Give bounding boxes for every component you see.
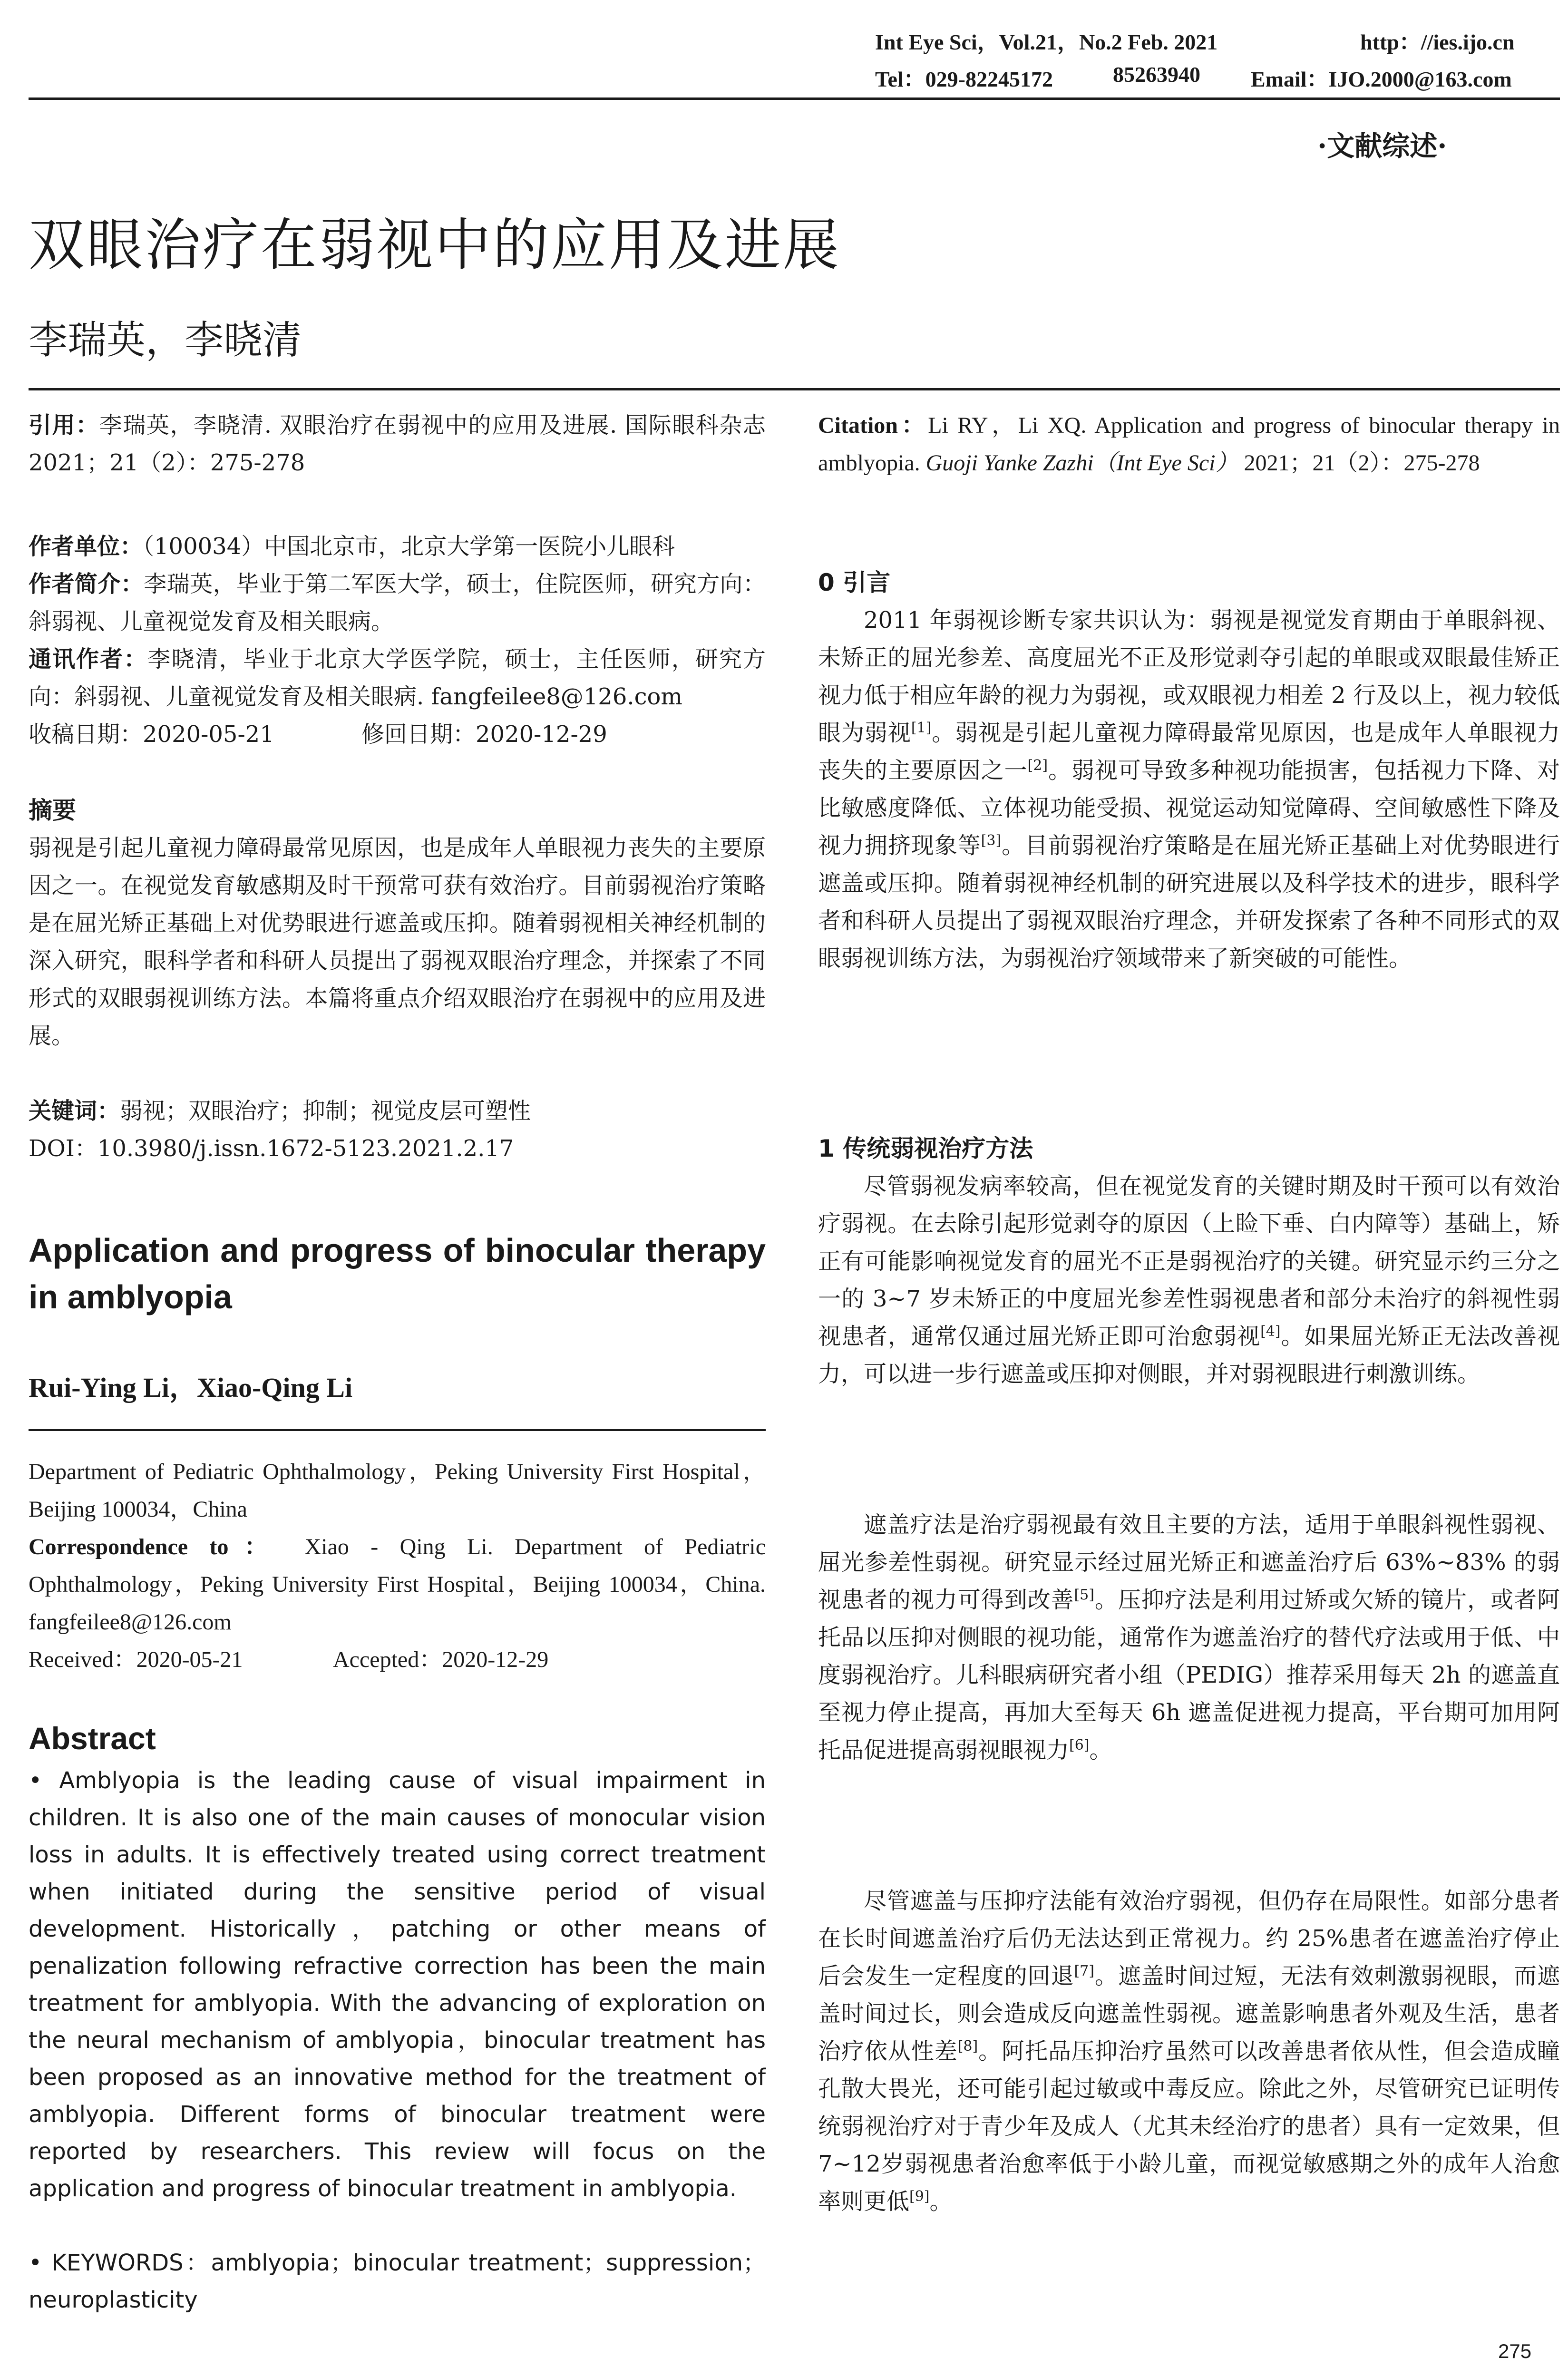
- en-abstract-text: • Amblyopia is the leading cause of visual impairment in children. It is also one of the main causes of monocular vision loss in adults. It is effectively treated using correct treatment when initiated during the sensitive period of visual development. Historically，patching or other means of penalization following refractive correction has been the main treatment for amblyopia. With the advancing of exploration on the neural mechanism of amblyopia，binocular treatment has been proposed as an innovative method for the treatment of amblyopia. Different forms of binocular treatment were reported by researchers. This review will focus on the application and progress of binocular treatment in amblyopia.: [29, 1767, 766, 2202]
- traditional-paragraph-3: 尽管遮盖与压抑疗法能有效治疗弱视，但仍存在局限性。如部分患者在长时间遮盖治疗后仍无法达到正常视力。约 25%患者在遮盖治疗停止后会发生一定程度的回退[7]。遮盖时间过短，无法有效刺激弱视眼，而遮盖时间过长，则会造成反向遮盖性弱视。遮盖影响患者外观及生活，患者治疗依从性差[8]。阿托品压抑治疗虽然可以改善患者依从性，但会造成瞳孔散大畏光，还可能引起过敏或中毒反应。除此之外，尽管研究已证明传统弱视治疗对于青少年及成人（尤其未经治疗的患者）具有一定效果，但 7~12岁弱视患者治愈率低于小龄儿童，而视觉敏感期之外的成年人治愈率则更低[9]。: [818, 1888, 1560, 2215]
- cn-keywords: 关键词：弱视；双眼治疗；抑制；视觉皮层可塑性: [29, 1098, 531, 1124]
- en-received-date: Received：2020-05-21: [29, 1647, 243, 1672]
- page-title: 双眼治疗在弱视中的应用及进展: [29, 212, 841, 278]
- cn-revised-date: 修回日期：2020-12-29: [361, 721, 607, 748]
- cn-abstract-heading: 摘要: [29, 797, 76, 824]
- reference-marker[interactable]: [9]: [909, 2188, 930, 2205]
- author-names: 李瑞英，李晓清: [29, 318, 302, 363]
- cn-correspondence: 通讯作者：李晓清，毕业于北京大学医学院，硕士，主任医师，研究方向：斜弱视、儿童视觉发育及相关眼病. fangfeilee8@126.com: [29, 646, 766, 710]
- en-department: Department of Pediatric Ophthalmology，Peking University First Hospital，Beijing 100034，China: [29, 1459, 766, 1522]
- reference-marker[interactable]: [6]: [1069, 1737, 1090, 1754]
- reference-marker[interactable]: [7]: [1074, 1963, 1094, 1979]
- cn-author-bio: 作者简介：李瑞英，毕业于第二军医大学，硕士，住院医师，研究方向：斜弱视、儿童视觉发育及相关眼病。: [29, 571, 766, 635]
- cn-citation: 引用：李瑞英，李晓清. 双眼治疗在弱视中的应用及进展. 国际眼科杂志 2021；21（2）：275-278: [29, 412, 766, 476]
- doi: DOI：10.3980/j.issn.1672-5123.2021.2.17: [29, 1135, 514, 1162]
- en-accepted-date: Accepted：2020-12-29: [333, 1647, 549, 1672]
- reference-marker[interactable]: [5]: [1074, 1587, 1094, 1603]
- reference-marker[interactable]: [2]: [1027, 757, 1048, 774]
- journal-volume-info: Int Eye Sci，Vol.21，No.2 Feb. 2021: [875, 30, 1218, 54]
- reference-marker[interactable]: [4]: [1260, 1323, 1281, 1340]
- journal-tel: Tel：029-82245172: [875, 67, 1053, 91]
- cn-affiliation: 作者单位：（100034）中国北京市，北京大学第一医院小儿眼科: [29, 533, 675, 560]
- en-keywords: • KEYWORDS：amblyopia；binocular treatment；suppression；neuroplasticity: [29, 2250, 766, 2313]
- en-correspondence: Correspondence to： Xiao - Qing Li. Department of Pediatric Ophthalmology，Peking University First Hospital，Beijing 100034，China. fangfeilee8@126.com: [29, 1534, 766, 1635]
- reference-marker[interactable]: [1]: [911, 720, 932, 736]
- section-heading-introduction: 0 引言: [818, 569, 891, 596]
- reference-marker[interactable]: [8]: [957, 2038, 978, 2055]
- intro-paragraph: 2011 年弱视诊断专家共识认为：弱视是视觉发育期由于单眼斜视、未矫正的屈光参差、高度屈光不正及形觉剥夺引起的单眼或双眼最佳矫正视力低于相应年龄的视力为弱视，或双眼视力相差 2 行及以上，视力较低眼为弱视[1]。弱视是引起儿童视力障碍最常见原因，也是成年人单眼视力丧失的主要原因之一[2]。弱视可导致多种视功能损害，包括视力下降、对比敏感度降低、立体视功能受损、视觉运动知觉障碍、空间敏感性下降及视力拥挤现象等[3]。目前弱视治疗策略是在屈光矫正基础上对优势眼进行遮盖或压抑。随着弱视神经机制的研究进展以及科学技术的进步，眼科学者和科研人员提出了弱视双眼治疗理念，并研发探索了各种不同形式的双眼弱视训练方法，为弱视治疗领域带来了新突破的可能性。: [818, 607, 1560, 972]
- english-authors: Rui-Ying Li，Xiao-Qing Li: [29, 1372, 353, 1403]
- journal-url: http：//ies.ijo.cn: [1360, 30, 1515, 54]
- journal-tel2: 85263940: [1113, 62, 1200, 87]
- traditional-paragraph-1: 尽管弱视发病率较高，但在视觉发育的关键时期及时干预可以有效治疗弱视。在去除引起形觉剥夺的原因（上睑下垂、白内障等）基础上，矫正有可能影响视觉发育的屈光不正是弱视治疗的关键。研究显示约三分之一的 3~7 岁未矫正的中度屈光参差性弱视患者和部分未治疗的斜视性弱视患者，通常仅通过屈光矫正即可治愈弱视[4]。如果屈光矫正无法改善视力，可以进一步行遮盖或压抑对侧眼，并对弱视眼进行刺激训练。: [818, 1173, 1560, 1387]
- page-number: 275: [1498, 2340, 1532, 2362]
- english-title: Application and progress of binocular therapy in amblyopia: [29, 1232, 766, 1315]
- english-author-rule: [29, 1429, 766, 1431]
- traditional-paragraph-2: 遮盖疗法是治疗弱视最有效且主要的方法，适用于单眼斜视性弱视、屈光参差性弱视。研究显示经过屈光矫正和遮盖治疗后 63%~83% 的弱视患者的视力可得到改善[5]。压抑疗法是利用过矫或欠矫的镜片，或者阿托品以压抑对侧眼的视功能，通常作为遮盖治疗的替代疗法或用于低、中度弱视治疗。儿科眼病研究者小组（PEDIG）推荐采用每天 2h 的遮盖直至视力停止提高，再加大至每天 6h 遮盖促进视力提高，平台期可加用阿托品促进提高弱视眼视力[6]。: [818, 1511, 1560, 1763]
- en-abstract-heading: Abstract: [29, 1721, 156, 1756]
- cn-abstract-text: 弱视是引起儿童视力障碍最常见原因，也是成年人单眼视力丧失的主要原因之一。在视觉发育敏感期及时干预常可获有效治疗。目前弱视治疗策略是在屈光矫正基础上对优势眼进行遮盖或压抑。随着弱视相关神经机制的深入研究，眼科学者和科研人员提出了弱视双眼治疗理念，并探索了不同形式的双眼弱视训练方法。本篇将重点介绍双眼治疗在弱视中的应用及进展。: [29, 835, 766, 1049]
- en-citation: Citation：Li RY，Li XQ. Application and progress of binocular therapy in amblyopia. Guoji Yanke Zazhi（Int Eye Sci） 2021；21（2）：275-278: [818, 413, 1560, 476]
- section-label: ·文献综述·: [1317, 130, 1447, 162]
- title-rule: [29, 388, 1560, 390]
- section-heading-traditional-treatment: 1 传统弱视治疗方法: [818, 1135, 1033, 1162]
- cn-received-date: 收稿日期：2020-05-21: [29, 721, 274, 748]
- reference-marker[interactable]: [3]: [981, 832, 1002, 849]
- journal-email: Email：IJO.2000@163.com: [1251, 67, 1512, 91]
- header-rule: [29, 97, 1560, 100]
